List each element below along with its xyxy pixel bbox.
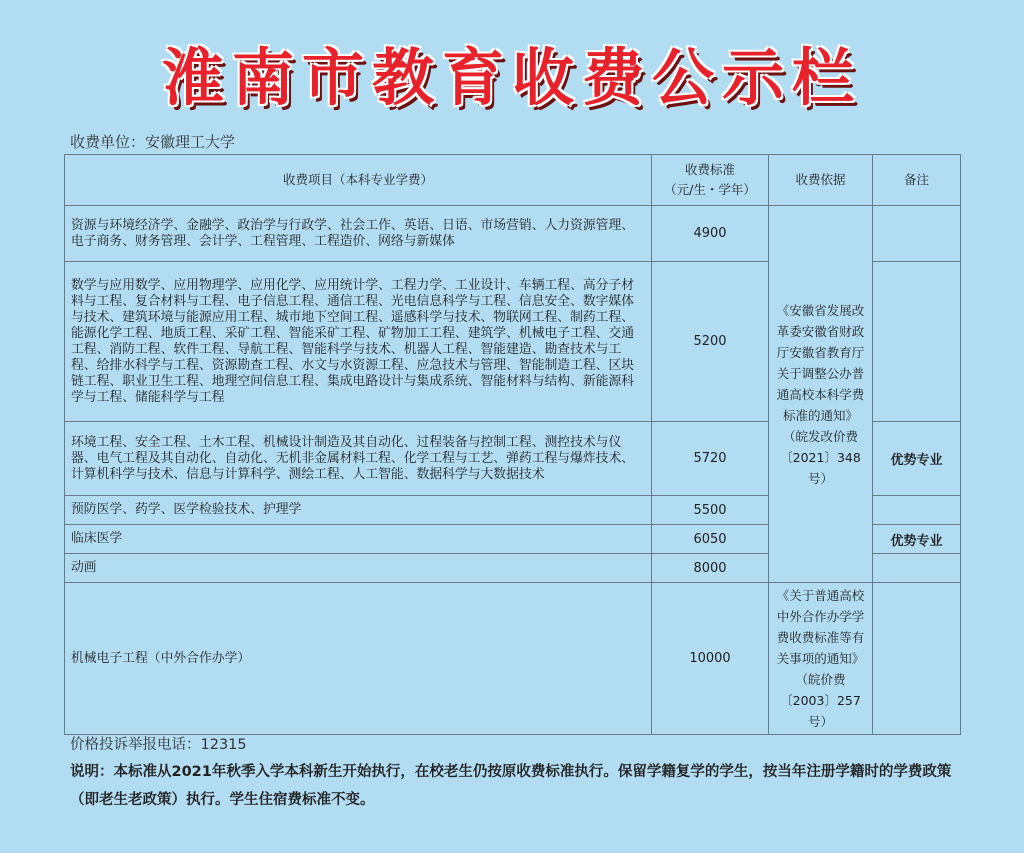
row-note: 优势专业 [873, 525, 961, 554]
description-note: 说明：本标准从2021年秋季入学本科新生开始执行，在校老生仍按原收费标准执行。保留学籍复学的学生，按当年注册学籍时的学费政策（即老生老政策）执行。学生住宿费标准不变。 [70, 764, 952, 808]
table-row [65, 206, 961, 262]
fee-unit-line: 收费单位：安徽理工大学 [70, 133, 236, 151]
row-fee: 8000 [652, 554, 769, 583]
fee-table [64, 154, 961, 735]
row-note [873, 583, 961, 735]
row-item: 预防医学、药学、医学检验技术、护理学 [65, 496, 652, 525]
header-item: 收费项目（本科专业学费） [65, 155, 652, 206]
basis-cell-1: 《安徽省发展改革委安徽省财政厅安徽省教育厅关于调整公办普通高校本科学费标准的通知》（皖发改价费〔2021〕348号） [769, 206, 873, 583]
row-item: 资源与环境经济学、金融学、政治学与行政学、社会工作、英语、日语、市场营销、人力资源管理、电子商务、财务管理、会计学、工程管理、工程造价、网络与新媒体 [65, 206, 652, 262]
row-item: 临床医学 [65, 525, 652, 554]
row-note [873, 262, 961, 422]
row-fee: 5200 [652, 262, 769, 422]
row-item: 动画 [65, 554, 652, 583]
row-fee: 5500 [652, 496, 769, 525]
row-fee: 5720 [652, 422, 769, 496]
header-fee [652, 155, 769, 206]
complaint-phone-line: 价格投诉举报电话：12315 [70, 737, 247, 753]
row-item: 机械电子工程（中外合作办学） [65, 583, 652, 735]
header-fee-line1: 收费标准 [684, 162, 735, 177]
row-item: 数学与应用数学、应用物理学、应用化学、应用统计学、工程力学、工业设计、车辆工程、高分子材料与工程、复合材料与工程、电子信息工程、通信工程、光电信息科学与工程、信息安全、数字媒体与技术、建筑环境与能源应用工程、城市地下空间工程、遥感科学与技术、物联网工程、制药工程、能源化学工程、地质工程、采矿工程、智能采矿工程、矿物加工工程、建筑学、机械电子工程、交通工程、消防工程、软件工程、导航工程、智能科学与技术、机器人工程、智能建造、勘查技术与工程、给排水科学与工程、资源勘查工程、水文与水资源工程、应急技术与管理、智能制造工程、区块链工程、职业卫生工程、地理空间信息工程、集成电路设计与集成系统、智能材料与结构、新能源科学与工程、储能科学与工程 [65, 262, 652, 422]
basis-cell-2: 《关于普通高校中外合作办学学费收费标准等有关事项的通知》（皖价费〔2003〕257号） [769, 583, 873, 735]
row-note [873, 496, 961, 525]
row-note [873, 554, 961, 583]
row-note [873, 206, 961, 262]
header-note: 备注 [873, 155, 961, 206]
table-row [65, 583, 961, 735]
row-fee: 4900 [652, 206, 769, 262]
table-header-row [65, 155, 961, 206]
row-fee: 6050 [652, 525, 769, 554]
header-fee-line2: （元/生・学年） [664, 182, 756, 197]
page-title: 淮南市教育收费公示栏 [161, 41, 862, 114]
header-basis: 收费依据 [769, 155, 873, 206]
row-note: 优势专业 [873, 422, 961, 496]
row-item: 环境工程、安全工程、土木工程、机械设计制造及其自动化、过程装备与控制工程、测控技术与仪器、电气工程及其自动化、自动化、无机非金属材料工程、化学工程与工艺、弹药工程与爆炸技术、计算机科学与技术、信息与计算科学、测绘工程、人工智能、数据科学与大数据技术 [65, 422, 652, 496]
row-fee: 10000 [652, 583, 769, 735]
